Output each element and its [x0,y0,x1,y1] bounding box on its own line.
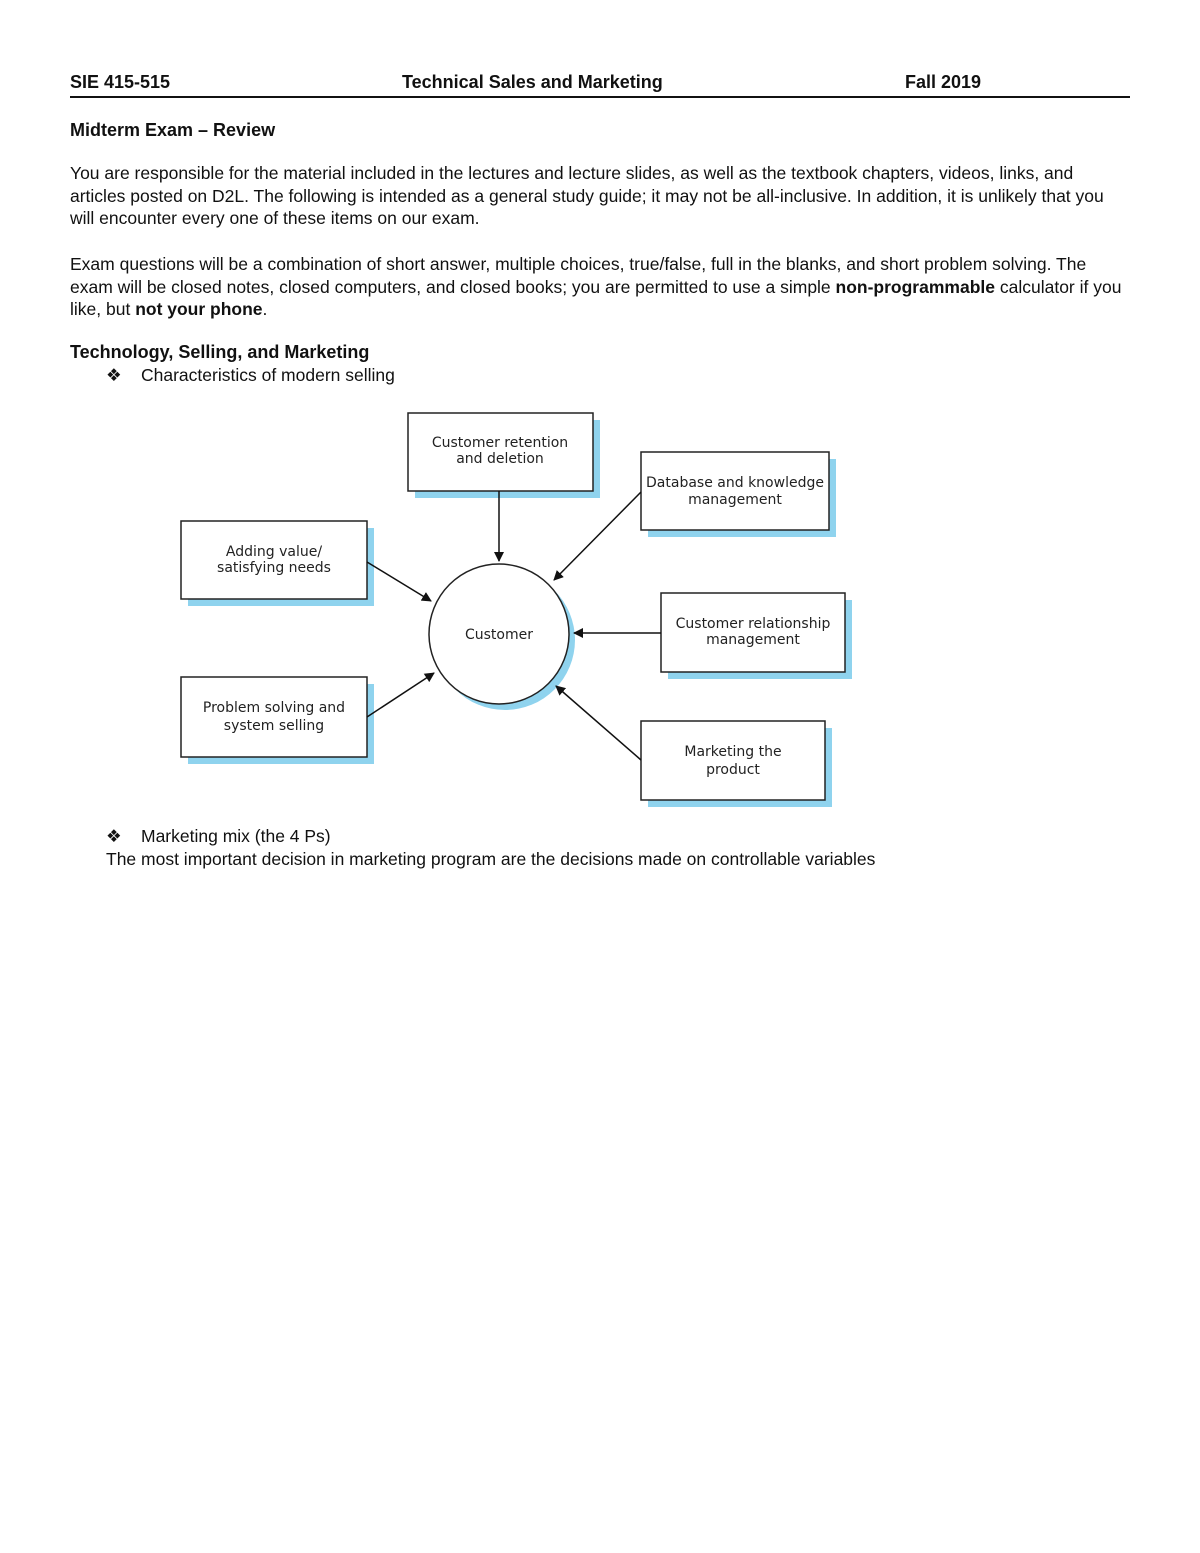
marketing-label-1: Marketing the [684,744,782,760]
term: Fall 2019 [905,72,982,92]
marketing-label-2: product [706,762,760,778]
para2-bold-a: non-programmable [835,276,995,297]
para2-text-c: . [262,299,268,320]
marketing-mix-note: The most important decision in marketing program are the decisions made on controllable variables [106,849,876,869]
retention-label-1: Customer retention [431,435,569,451]
box-database [641,452,829,530]
para2-bold-b: not your phone [135,299,263,320]
retention-label-2: and deletion [456,451,544,467]
problem-solving-label-2: system selling [223,718,325,734]
arrow-problem-solving [367,673,434,717]
section-heading: Technology, Selling, and Marketing [70,342,370,362]
adding-value-label-2: satisfying needs [217,560,331,576]
database-label-2: management [688,492,782,508]
para2-text-b: calculator if you like, but [70,276,1122,320]
crm-label-1: Customer relationship [675,616,831,632]
para2-text-a: Exam questions will be a combination of short answer, multiple choices, true/false, full in the blanks, and short problem solving. The exam will be closed notes, closed computers, and closed books; you are permitted to use a simple [70,254,1087,297]
document-title: Midterm Exam – Review [70,120,276,140]
database-label-1: Database and knowledge [646,475,824,491]
adding-value-label-1: Adding value/ [225,544,323,560]
arrow-adding-value [367,562,431,601]
bullet-text: Characteristics of modern selling [141,365,395,385]
bullet-diamond-icon: ❖ [106,826,122,846]
crm-label-2: management [706,632,800,648]
intro-paragraph: You are responsible for the material included in the lectures and lecture slides, as well as the textbook chapters, videos, links, and articles posted on D2L. The following is intended as a general study guide; it may not be all-inclusive. In addition, it is unlikely that you will encounter every one of these items on our exam. [70,163,1104,229]
course-code: SIE 415-515 [70,72,171,92]
arrow-database [554,492,641,580]
box-marketing-product [641,721,825,800]
problem-solving-label-1: Problem solving and [202,700,346,716]
bullet-text: Marketing mix (the 4 Ps) [141,826,331,846]
arrow-marketing [556,686,641,760]
course-title: Technical Sales and Marketing [402,72,663,92]
center-label: Customer [464,627,534,643]
bullet-item [106,826,331,847]
bullet-diamond-icon: ❖ [106,365,122,385]
box-problem-solving [181,677,367,757]
